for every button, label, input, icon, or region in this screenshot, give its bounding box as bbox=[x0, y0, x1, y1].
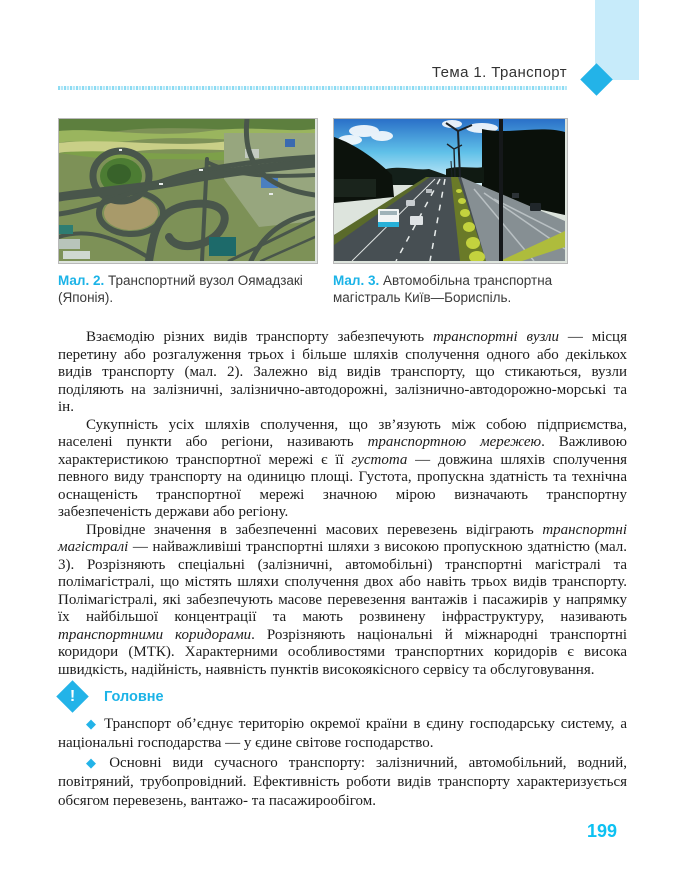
exclamation-glyph: ! bbox=[69, 687, 76, 705]
golovne-bullet bbox=[58, 753, 627, 811]
figure-caption-2 bbox=[58, 272, 326, 306]
golovne-header bbox=[58, 682, 627, 714]
aerial-highway-interchange-image bbox=[59, 119, 315, 261]
paragraph: Сукупність усіх шляхів сполучення, що зв’язують між собою підприємства, населені пункти або регіони, називають транспортною мережею. Важливою характеристикою транспортної мережі є її густота — довжина шляхів сполучення певного виду транспорту на одиницю площі. Густота, пропускна здатність та технічна оснащеність транспортної мережі значною мірою визначають транспортну забезпеченість держави або регіону. bbox=[58, 416, 627, 520]
diamond-bullet-icon: ◆ bbox=[86, 755, 104, 770]
figure-label: Мал. 3. bbox=[333, 273, 380, 288]
paragraph: Взаємодію різних видів транспорту забезпечують транспортні вузли — місця перетину або розгалуження трьох і більше шляхів сполучення одного або декількох видів транспорту (мал. 2). Залежно від видів транспорту, що стикаються, вузли поділяють на залізничні, залізнично-автодорожні, залізнично-автодорожно-морські та ін. bbox=[58, 329, 627, 415]
figure-caption-3 bbox=[333, 272, 581, 306]
golovne-bullet bbox=[58, 714, 627, 753]
figure-highway-photo bbox=[333, 118, 568, 264]
paragraph: Провідне значення в забезпеченні масових перевезень відіграють транспортні магістралі — найважливіші транспортні шляхи з високою пропускною здатністю (мал. 3). Розрізняють спеціальні (залізничні, автомобільні) транспортні магістралі та полімагістралі, що містять шляхи сполучення двох або навіть трьох видів транспорту. Полімагістралі, які забезпечують масове перевезення вантажів і пасажирів у напрямку їх найбільшої концентрації та мають розвинену інфраструктуру, називають транспортними коридорами. Розрізняють національні й міжнародні транспортні коридори (МТК). Характерними особливостями транспортних коридорів є висока швидкість, надійність, наявність пунктів високоякісного сервісу та обслуговування. bbox=[58, 521, 628, 678]
dotted-rule bbox=[58, 86, 567, 90]
kyiv-boryspil-highway-image bbox=[334, 119, 565, 261]
chapter-title: Тема 1. Транспорт bbox=[431, 64, 567, 81]
exclamation-diamond-icon bbox=[56, 680, 89, 713]
figure-interchange-photo bbox=[58, 118, 318, 264]
golovne-title: Головне bbox=[104, 689, 164, 705]
diamond-bullet-icon: ◆ bbox=[86, 716, 99, 731]
body-text bbox=[58, 329, 627, 811]
figure-label: Мал. 2. bbox=[58, 273, 105, 288]
figure-caption-text: Транспортний вузол Оямадзакі (Японія). bbox=[58, 273, 303, 305]
bullet-text: Основні види сучасного транспорту: залізничний, автомобільний, водний, повітряний, трубопровідний. Ефективність роботи видів транспорту характеризується обсягом перевезень, вантажо- та пасажирообігом. bbox=[58, 755, 627, 809]
figure-caption-text: Автомобільна транспортна магістраль Київ—Бориспіль. bbox=[333, 273, 553, 305]
page-number: 199 bbox=[587, 821, 618, 841]
bullet-text: Транспорт об’єднує територію окремої країни в єдину господарську систему, а національні господарства — у єдине світове господарство. bbox=[58, 716, 628, 751]
